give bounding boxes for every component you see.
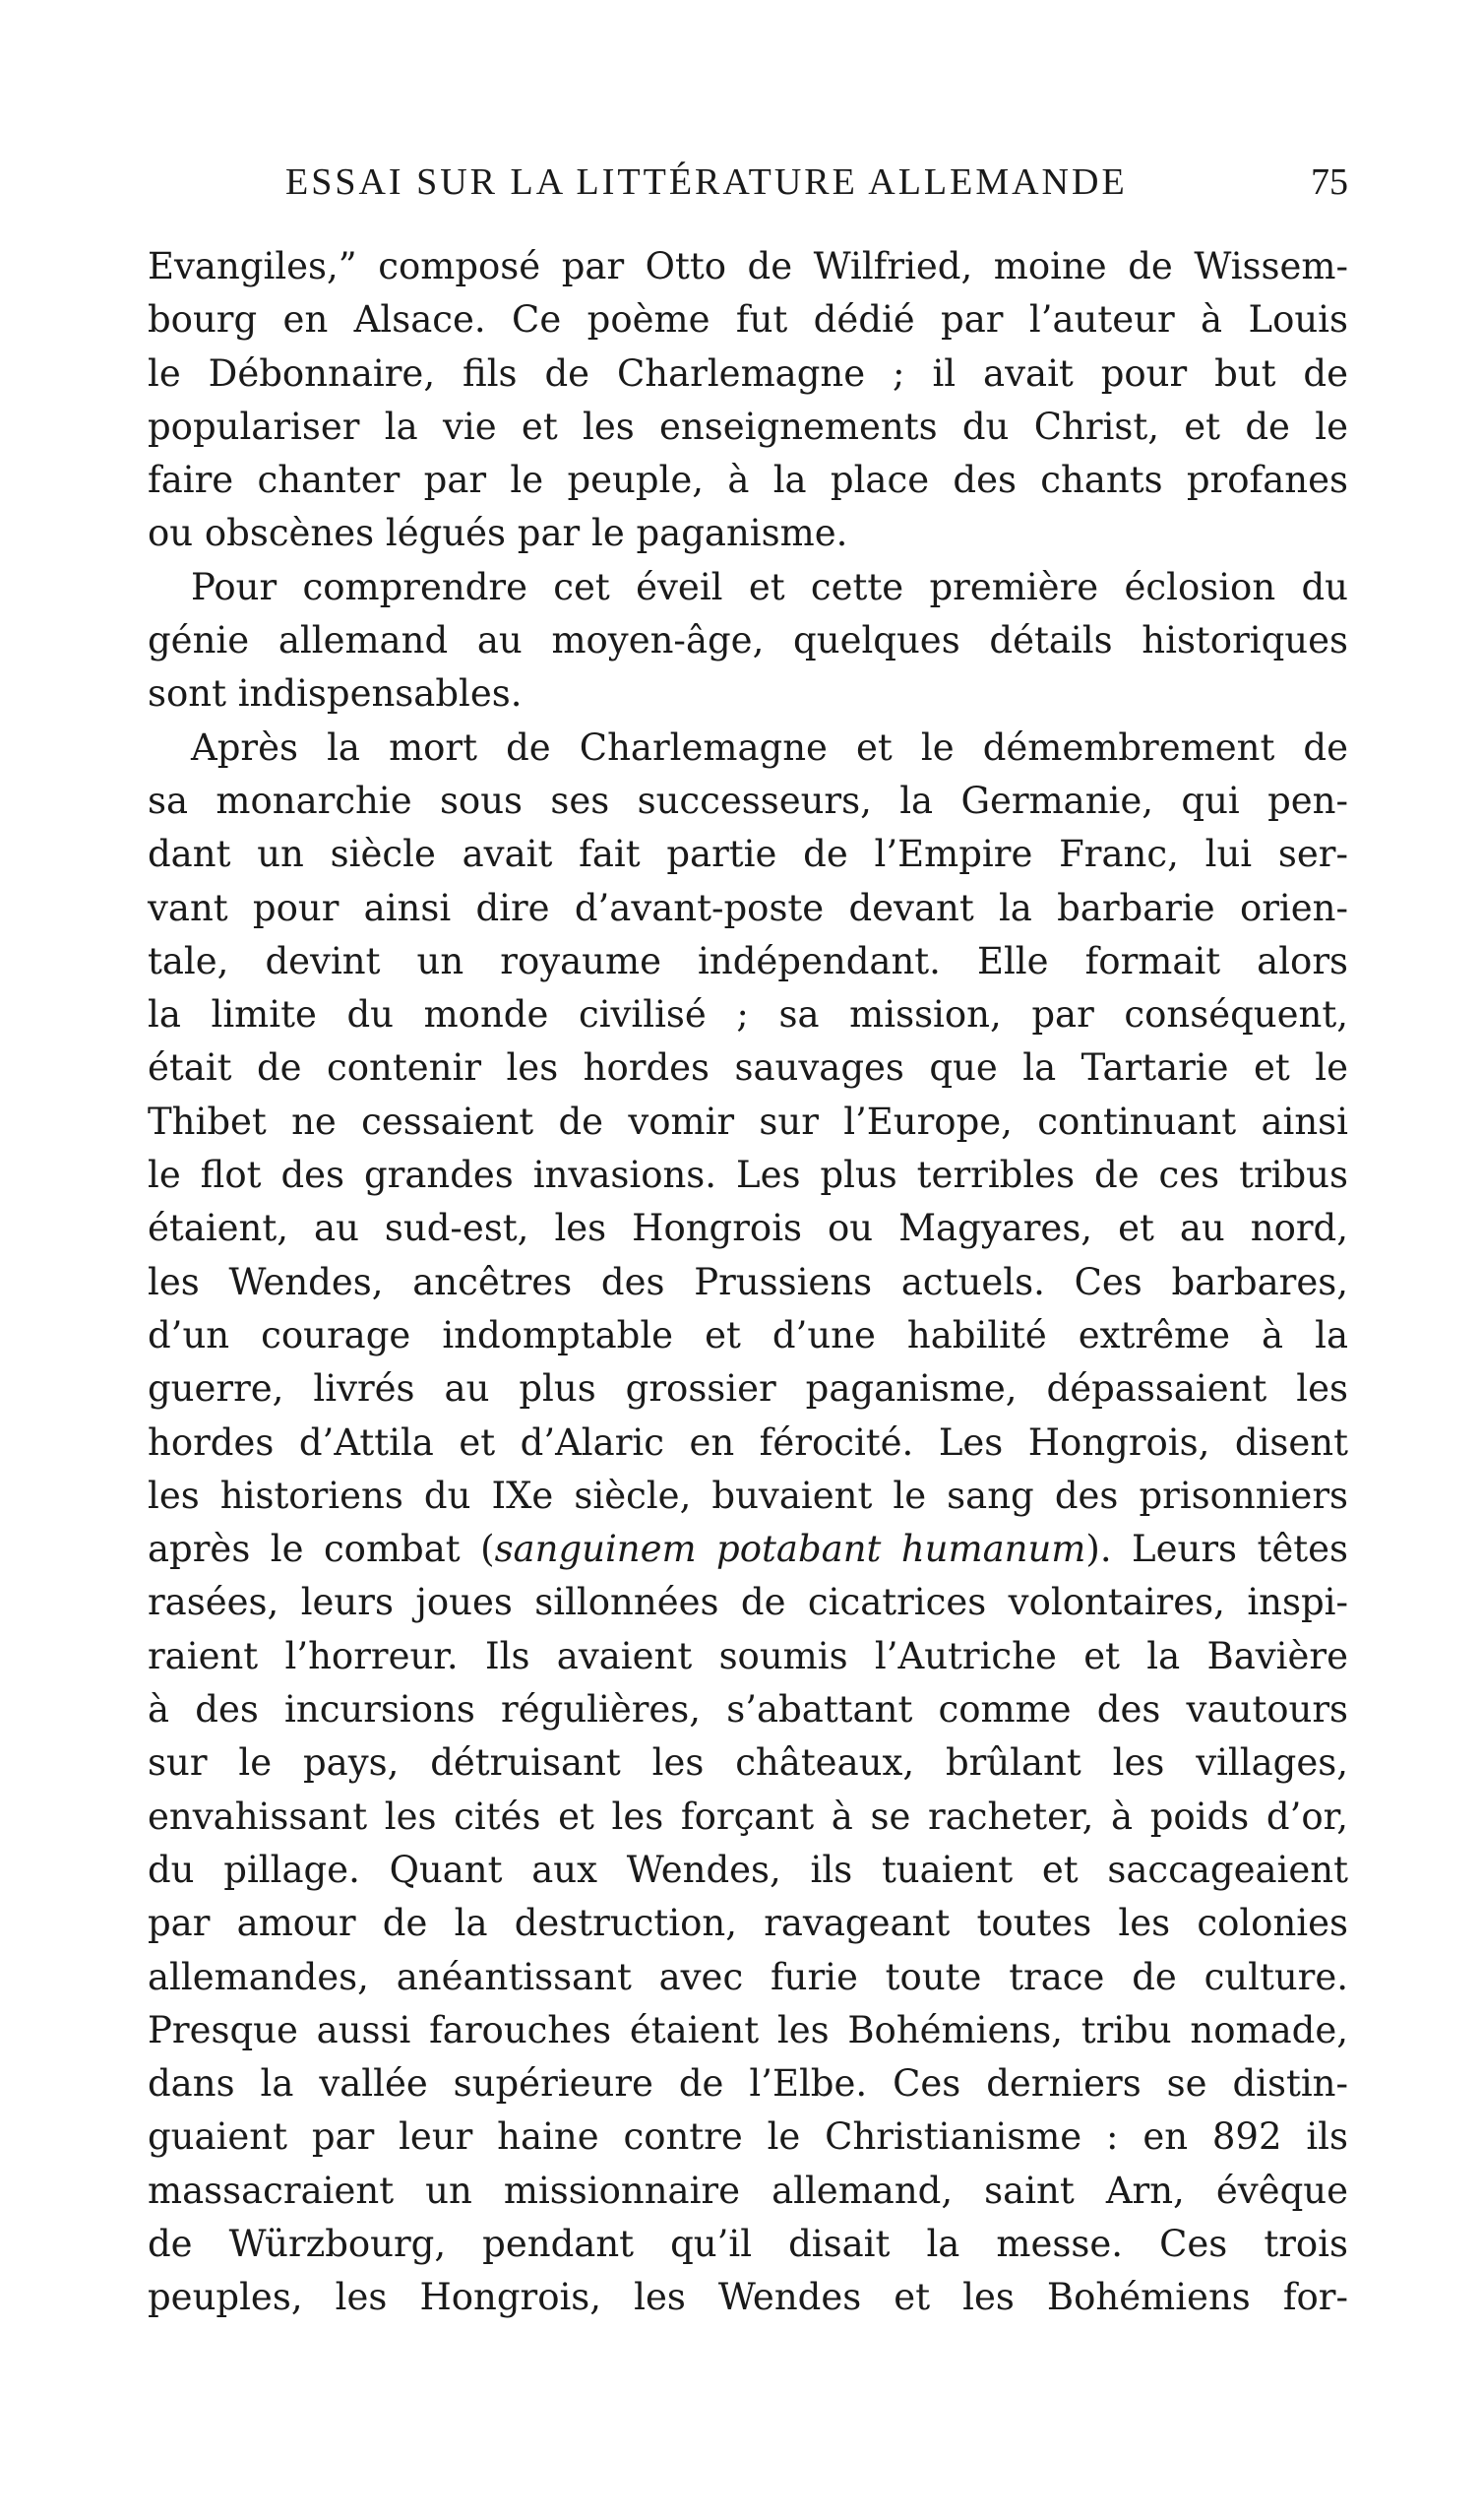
text-line: de Würzbourg, pendant qu’il disait la messe. Ces trois: [148, 2222, 1348, 2265]
text-line-with-italic: [148, 1523, 1348, 1576]
text-line: Presque aussi farouches étaient les Bohémiens, tribu nomade,: [148, 2008, 1348, 2051]
text-line: sur le pays, détruisant les châteaux, brûlant les villages,: [148, 1741, 1348, 1785]
text-line: raient l’horreur. Ils avaient soumis l’Autriche et la Bavière: [148, 1634, 1348, 1677]
text-line: tale, devint un royaume indépendant. Elle formait alors: [148, 939, 1348, 982]
text-line: du pillage. Quant aux Wendes, ils tuaient et saccageaient: [148, 1848, 1348, 1891]
text-line: à des incursions régulières, s’abattant comme des vautours: [148, 1688, 1348, 1732]
text-segment: après le combat (: [148, 1528, 495, 1571]
text-line: envahissant les cités et les forçant à se racheter, à poids d’or,: [148, 1795, 1348, 1838]
text-line: génie allemand au moyen-âge, quelques détails historiques: [148, 619, 1348, 662]
paragraph-1: [148, 240, 1348, 561]
text-line: la limite du monde civilisé ; sa mission, par conséquent,: [148, 993, 1348, 1037]
paragraph-3: [148, 722, 1348, 2325]
text-line: massacraient un missionnaire allemand, saint Arn, évêque: [148, 2169, 1348, 2212]
text-line: faire chanter par le peuple, à la place des chants profanes: [148, 459, 1348, 502]
text-line: sa monarchie sous ses successeurs, la Germanie, qui pen-: [148, 779, 1348, 822]
body-text: [148, 240, 1348, 2325]
text-line: par amour de la destruction, ravageant toutes les colonies: [148, 1902, 1348, 1945]
text-line: Evangiles,” composé par Otto de Wilfried, moine de Wissem-: [148, 245, 1348, 287]
text-line: guaient par leur haine contre le Christianisme : en 892 ils: [148, 2115, 1348, 2159]
text-line: étaient, au sud-est, les Hongrois ou Magyares, et au nord,: [148, 1207, 1348, 1250]
text-line: allemandes, anéantissant avec furie toute trace de culture.: [148, 1955, 1348, 1998]
page-number: 75: [1311, 161, 1348, 203]
text-line: dans la vallée supérieure de l’Elbe. Ces derniers se distin-: [148, 2062, 1348, 2106]
text-line: les Wendes, ancêtres des Prussiens actuels. Ces barbares,: [148, 1260, 1348, 1303]
text-line: était de contenir les hordes sauvages que la Tartarie et le: [148, 1046, 1348, 1090]
text-line: vant pour ainsi dire d’avant-poste devant la barbarie orien-: [148, 886, 1348, 929]
text-line: Après la mort de Charlemagne et le démembrement de: [191, 725, 1348, 769]
text-line: rasées, leurs joues sillonnées de cicatrices volontaires, inspi-: [148, 1581, 1348, 1624]
latin-phrase: sanguinem potabant humanum: [494, 1528, 1086, 1571]
text-line: ou obscènes légués par le paganisme.: [148, 512, 848, 555]
paragraph-2: [148, 561, 1348, 722]
text-line: le Débonnaire, fils de Charlemagne ; il avait pour but de: [148, 351, 1348, 395]
text-line: dant un siècle avait fait partie de l’Empire Franc, lui ser-: [148, 833, 1348, 876]
text-line: peuples, les Hongrois, les Wendes et les Bohémiens for-: [148, 2276, 1348, 2319]
text-line: bourg en Alsace. Ce poème fut dédié par l’auteur à Louis: [148, 298, 1348, 342]
text-line: populariser la vie et les enseignements du Christ, et de le: [148, 405, 1348, 448]
text-line: les historiens du IXe siècle, buvaient le sang des prisonniers: [148, 1474, 1348, 1517]
text-line: sont indispensables.: [148, 672, 523, 716]
text-line: le flot des grandes invasions. Les plus terribles de ces tribus: [148, 1154, 1348, 1197]
text-line: guerre, livrés au plus grossier paganisme, dépassaient les: [148, 1367, 1348, 1411]
text-line: Thibet ne cessaient de vomir sur l’Europe, continuant ainsi: [148, 1100, 1348, 1143]
text-line: hordes d’Attila et d’Alaric en férocité. Les Hongrois, disent: [148, 1420, 1348, 1464]
text-line: Pour comprendre cet éveil et cette première éclosion du: [191, 565, 1348, 608]
text-segment: ). Leurs têtes: [1085, 1528, 1349, 1571]
running-title: ESSAI SUR LA LITTÉRATURE ALLEMANDE: [285, 161, 1128, 203]
running-head: [148, 158, 1348, 207]
text-line: d’un courage indomptable et d’une habilité extrême à la: [148, 1313, 1348, 1356]
